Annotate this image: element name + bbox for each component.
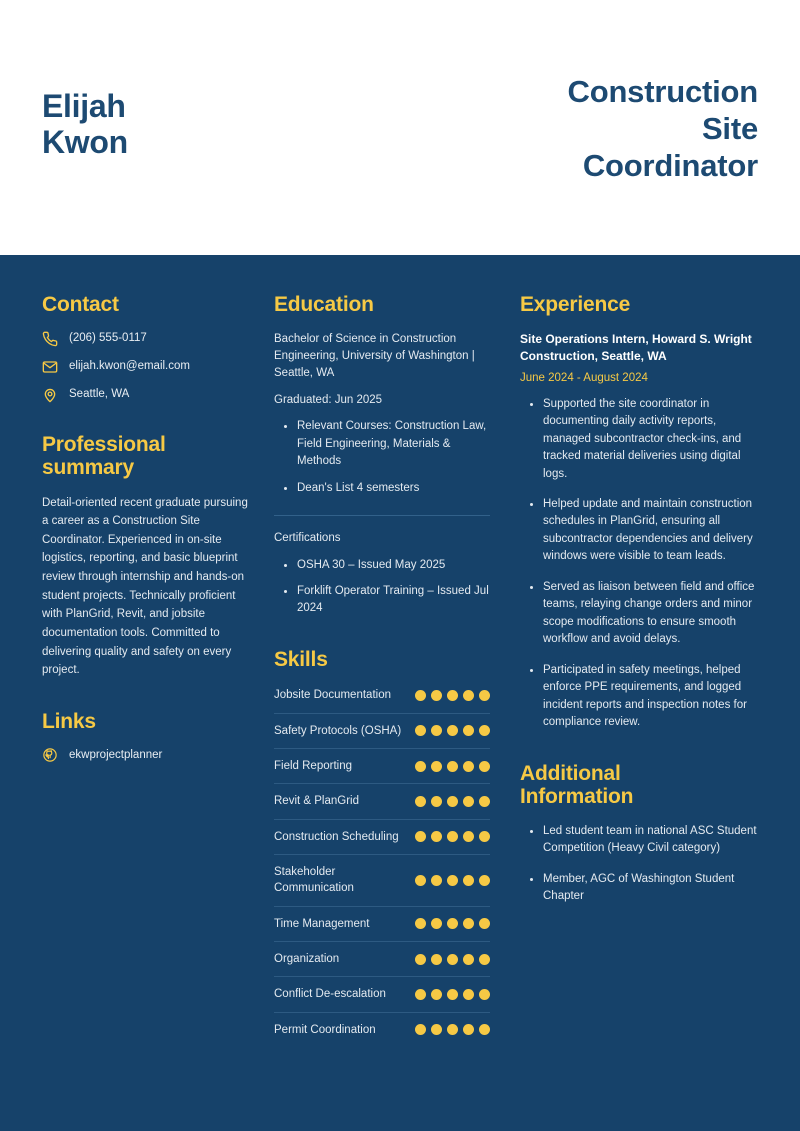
links-heading: Links xyxy=(42,709,96,733)
list-item: Helped update and maintain construction schedules in PlanGrid, ensuring all subcontractor dependencies and delivery windows were visible to team leads. xyxy=(526,496,766,566)
skill-name: Jobsite Documentation xyxy=(274,689,391,702)
experience-bullets xyxy=(526,396,766,732)
education-degree: Bachelor of Science in Construction Engineering, University of Washington | Seattle, WA xyxy=(274,332,475,380)
contact-list xyxy=(42,331,248,403)
left-column xyxy=(42,293,274,1047)
skill-row xyxy=(274,784,490,819)
certifications-bullets xyxy=(280,557,490,618)
skill-name: Stakeholder Communication xyxy=(274,866,354,895)
skills-list xyxy=(274,685,490,1047)
experience-job-dates: June 2024 - August 2024 xyxy=(520,371,648,384)
resume-body xyxy=(0,255,800,1131)
contact-section xyxy=(42,293,248,403)
summary-heading xyxy=(42,433,248,480)
education-bullets xyxy=(280,418,490,497)
link-portfolio-text: ekwprojectplanner xyxy=(69,749,163,762)
links-section xyxy=(42,710,248,764)
contact-item-phone[interactable] xyxy=(42,331,248,347)
summary-heading-line-1: Professional xyxy=(42,432,166,456)
additional-heading-line-2: Information xyxy=(520,785,634,809)
list-item: Participated in safety meetings, helped enforce PPE requirements, and logged incident reports and inspection notes for compliance review. xyxy=(526,662,766,732)
skill-name: Permit Coordination xyxy=(274,1023,376,1036)
skill-row xyxy=(274,977,490,1012)
experience-heading: Experience xyxy=(520,293,631,316)
job-title-line-3: Coordinator xyxy=(582,148,758,184)
experience-job-title: Site Operations Intern, Howard S. Wright Construction, Seattle, WA xyxy=(520,331,752,363)
skills-section xyxy=(274,648,490,1047)
skill-rating-dots xyxy=(415,875,490,886)
certifications-label: Certifications xyxy=(274,532,341,545)
skill-name: Construction Scheduling xyxy=(274,830,399,843)
skill-name: Revit & PlanGrid xyxy=(274,795,360,808)
candidate-first-name: Elijah xyxy=(42,88,126,124)
experience-section xyxy=(520,293,766,732)
skill-name: Field Reporting xyxy=(274,760,352,773)
education-section xyxy=(274,293,490,618)
resume-header xyxy=(0,0,800,255)
list-item: Relevant Courses: Construction Law, Field Engineering, Materials & Methods xyxy=(280,418,490,470)
link-item-portfolio[interactable] xyxy=(42,747,248,763)
candidate-name xyxy=(42,88,128,161)
additional-information-section xyxy=(520,762,766,906)
list-item: OSHA 30 – Issued May 2025 xyxy=(280,557,490,574)
list-item: Dean's List 4 semesters xyxy=(280,480,490,497)
skill-rating-dots xyxy=(415,761,490,772)
skill-rating-dots xyxy=(415,725,490,736)
experience-job xyxy=(520,331,766,732)
list-item: Forklift Operator Training – Issued Jul 2024 xyxy=(280,583,490,618)
resume-columns xyxy=(0,255,800,1047)
job-title-line-1: Construction xyxy=(567,74,758,109)
skill-rating-dots xyxy=(415,1024,490,1035)
skill-row xyxy=(274,820,490,855)
skill-rating-dots xyxy=(415,918,490,929)
middle-column xyxy=(274,293,520,1047)
summary-text: Detail-oriented recent graduate pursuing a career as a Construction Site Coordinator. Experienced in on-site logistics, reporting, and basic blueprint review through internship and hands-on student projects. Technically proficient with PlanGrid, Revit, and jobsite documentation tools. Committed to delivering quality and safety on every project. xyxy=(42,496,248,677)
location-pin-icon xyxy=(42,387,58,403)
list-item: Supported the site coordinator in documenting daily activity reports, managed subcontractor check-ins, and tracked material deliveries using digital logs. xyxy=(526,396,766,483)
skill-rating-dots xyxy=(415,954,490,965)
skill-row xyxy=(274,907,490,942)
skill-row xyxy=(274,685,490,713)
skill-row xyxy=(274,749,490,784)
skill-rating-dots xyxy=(415,831,490,842)
contact-heading: Contact xyxy=(42,293,119,316)
summary-section xyxy=(42,433,248,680)
additional-information-heading xyxy=(520,762,766,809)
list-item: Member, AGC of Washington Student Chapter xyxy=(526,871,766,906)
candidate-last-name: Kwon xyxy=(42,124,128,161)
contact-item-email[interactable] xyxy=(42,359,248,375)
education-graduated: Graduated: Jun 2025 xyxy=(274,393,383,406)
additional-information-bullets xyxy=(526,823,766,906)
summary-heading-line-2: summary xyxy=(42,456,134,480)
skill-name: Time Management xyxy=(274,917,370,930)
skill-name: Organization xyxy=(274,953,340,966)
skills-heading: Skills xyxy=(274,647,328,671)
right-column xyxy=(520,293,766,1047)
skill-rating-dots xyxy=(415,690,490,701)
skill-rating-dots xyxy=(415,796,490,807)
skill-row xyxy=(274,855,490,907)
education-divider xyxy=(274,515,490,516)
list-item: Led student team in national ASC Student Competition (Heavy Civil category) xyxy=(526,823,766,858)
skill-rating-dots xyxy=(415,989,490,1000)
envelope-icon xyxy=(42,359,58,375)
job-title-heading xyxy=(328,73,758,185)
additional-heading-line-1: Additional xyxy=(520,761,621,785)
list-item: Served as liaison between field and office teams, relaying change orders and minor scope modifications to ensure smooth workflow and avoid delays. xyxy=(526,579,766,649)
education-heading: Education xyxy=(274,293,374,316)
skill-row xyxy=(274,1013,490,1047)
skill-name: Conflict De-escalation xyxy=(274,988,386,1001)
skill-row xyxy=(274,942,490,977)
github-circle-icon xyxy=(42,747,58,763)
phone-icon xyxy=(42,331,58,347)
contact-item-location[interactable] xyxy=(42,387,248,403)
job-title-line-2: Site xyxy=(701,111,758,147)
skill-row xyxy=(274,714,490,749)
contact-email-text: elijah.kwon@email.com xyxy=(69,359,190,372)
contact-location-text: Seattle, WA xyxy=(69,387,130,400)
skill-name: Safety Protocols (OSHA) xyxy=(274,724,402,737)
contact-phone-text: (206) 555-0117 xyxy=(69,331,147,344)
